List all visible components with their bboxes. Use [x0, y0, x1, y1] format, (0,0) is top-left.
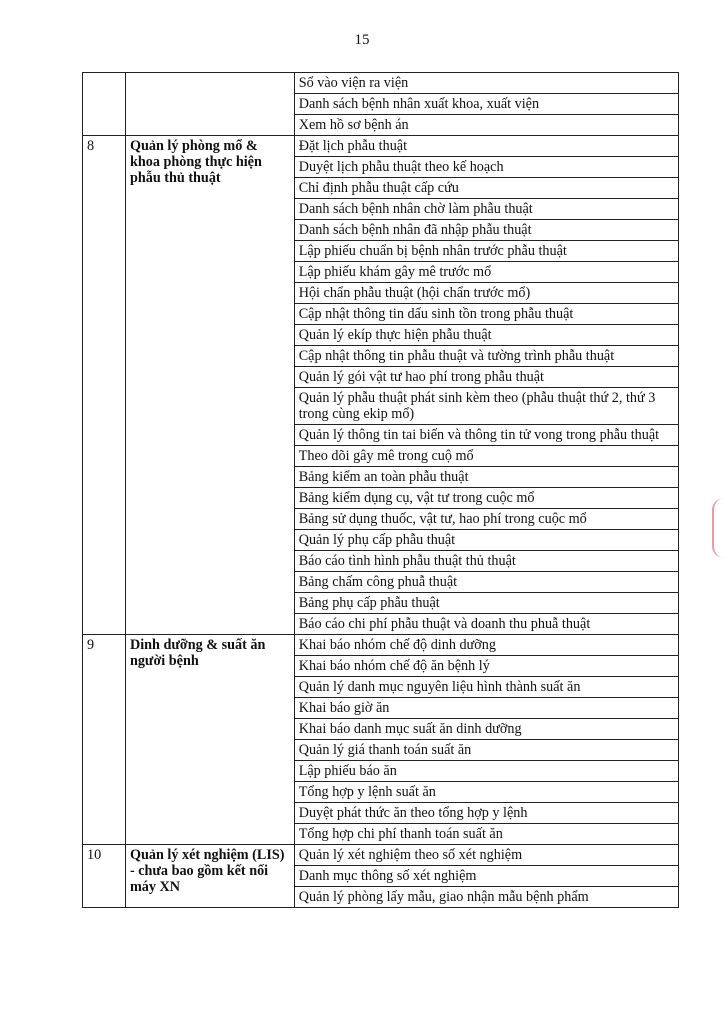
function-cell: Quản lý xét nghiệm theo số xét nghiệm — [294, 845, 678, 866]
function-table-body — [83, 73, 679, 908]
function-cell: Báo cáo chi phí phẫu thuật và doanh thu phuẫ thuật — [294, 614, 678, 635]
function-cell: Cập nhật thông tin phẫu thuật và tường trình phẫu thuật — [294, 346, 678, 367]
function-table — [82, 72, 679, 908]
table-row — [83, 845, 679, 866]
function-cell: Bảng kiểm dụng cụ, vật tư trong cuộc mổ — [294, 488, 678, 509]
function-cell: Theo dõi gây mê trong cuộ mổ — [294, 446, 678, 467]
function-cell: Quản lý phẫu thuật phát sinh kèm theo (phẫu thuật thứ 2, thứ 3 trong cùng ekip mổ) — [294, 388, 678, 425]
function-cell: Sổ vào viện ra viện — [294, 73, 678, 94]
function-cell: Quản lý thông tin tai biến và thông tin tử vong trong phẫu thuật — [294, 425, 678, 446]
table-row — [83, 73, 679, 94]
function-cell: Danh sách bệnh nhân chờ làm phẫu thuật — [294, 199, 678, 220]
section-number-cell — [83, 73, 126, 136]
function-cell: Quản lý giá thanh toán suất ăn — [294, 740, 678, 761]
table-row — [83, 635, 679, 656]
function-cell: Duyệt lịch phẫu thuật theo kế hoạch — [294, 157, 678, 178]
function-cell: Quản lý phụ cấp phẫu thuật — [294, 530, 678, 551]
function-cell: Bảng phụ cấp phẫu thuật — [294, 593, 678, 614]
page-number: 15 — [354, 32, 370, 48]
section-number-cell: 8 — [83, 136, 126, 635]
function-cell: Lập phiếu khám gây mê trước mổ — [294, 262, 678, 283]
function-cell: Cập nhật thông tin dấu sinh tồn trong phẫu thuật — [294, 304, 678, 325]
function-cell: Báo cáo tình hình phẫu thuật thủ thuật — [294, 551, 678, 572]
function-cell: Khai báo nhóm chế độ dinh dưỡng — [294, 635, 678, 656]
function-cell: Đặt lịch phẫu thuật — [294, 136, 678, 157]
module-name-cell: Quản lý phòng mổ & khoa phòng thực hiện phẫu thủ thuật — [125, 136, 294, 635]
function-cell: Khai báo danh mục suất ăn dinh dưỡng — [294, 719, 678, 740]
module-name-cell: Quản lý xét nghiệm (LIS) - chưa bao gồm kết nối máy XN — [125, 845, 294, 908]
function-cell: Duyệt phát thức ăn theo tổng hợp y lệnh — [294, 803, 678, 824]
section-number-cell: 9 — [83, 635, 126, 845]
function-cell: Quản lý phòng lấy mẫu, giao nhận mẫu bệnh phẩm — [294, 887, 678, 908]
function-cell: Lập phiếu chuẩn bị bệnh nhân trước phẫu thuật — [294, 241, 678, 262]
function-cell: Xem hồ sơ bệnh án — [294, 115, 678, 136]
section-number-cell: 10 — [83, 845, 126, 908]
function-cell: Bảng kiểm an toàn phẫu thuật — [294, 467, 678, 488]
module-name-cell — [125, 73, 294, 136]
function-cell: Quản lý ekíp thực hiện phẫu thuật — [294, 325, 678, 346]
function-cell: Bảng chấm công phuẫ thuật — [294, 572, 678, 593]
function-cell: Khai báo nhóm chế độ ăn bệnh lý — [294, 656, 678, 677]
function-cell: Tổng hợp y lệnh suất ăn — [294, 782, 678, 803]
function-cell: Quản lý danh mục nguyên liệu hình thành suất ăn — [294, 677, 678, 698]
function-cell: Hội chẩn phẫu thuật (hội chẩn trước mổ) — [294, 283, 678, 304]
function-cell: Bảng sử dụng thuốc, vật tư, hao phí trong cuộc mổ — [294, 509, 678, 530]
table-row — [83, 136, 679, 157]
module-name-cell: Dinh dưỡng & suất ăn người bệnh — [125, 635, 294, 845]
function-cell: Danh mục thông số xét nghiệm — [294, 866, 678, 887]
function-cell: Chỉ định phẫu thuật cấp cứu — [294, 178, 678, 199]
function-cell: Tổng hợp chi phí thanh toán suất ăn — [294, 824, 678, 845]
red-stamp-edge — [712, 498, 724, 558]
function-cell: Quản lý gói vật tư hao phí trong phẫu thuật — [294, 367, 678, 388]
function-cell: Khai báo giờ ăn — [294, 698, 678, 719]
function-cell: Danh sách bệnh nhân đã nhập phẫu thuật — [294, 220, 678, 241]
function-cell: Lập phiếu báo ăn — [294, 761, 678, 782]
function-cell: Danh sách bệnh nhân xuất khoa, xuất viện — [294, 94, 678, 115]
